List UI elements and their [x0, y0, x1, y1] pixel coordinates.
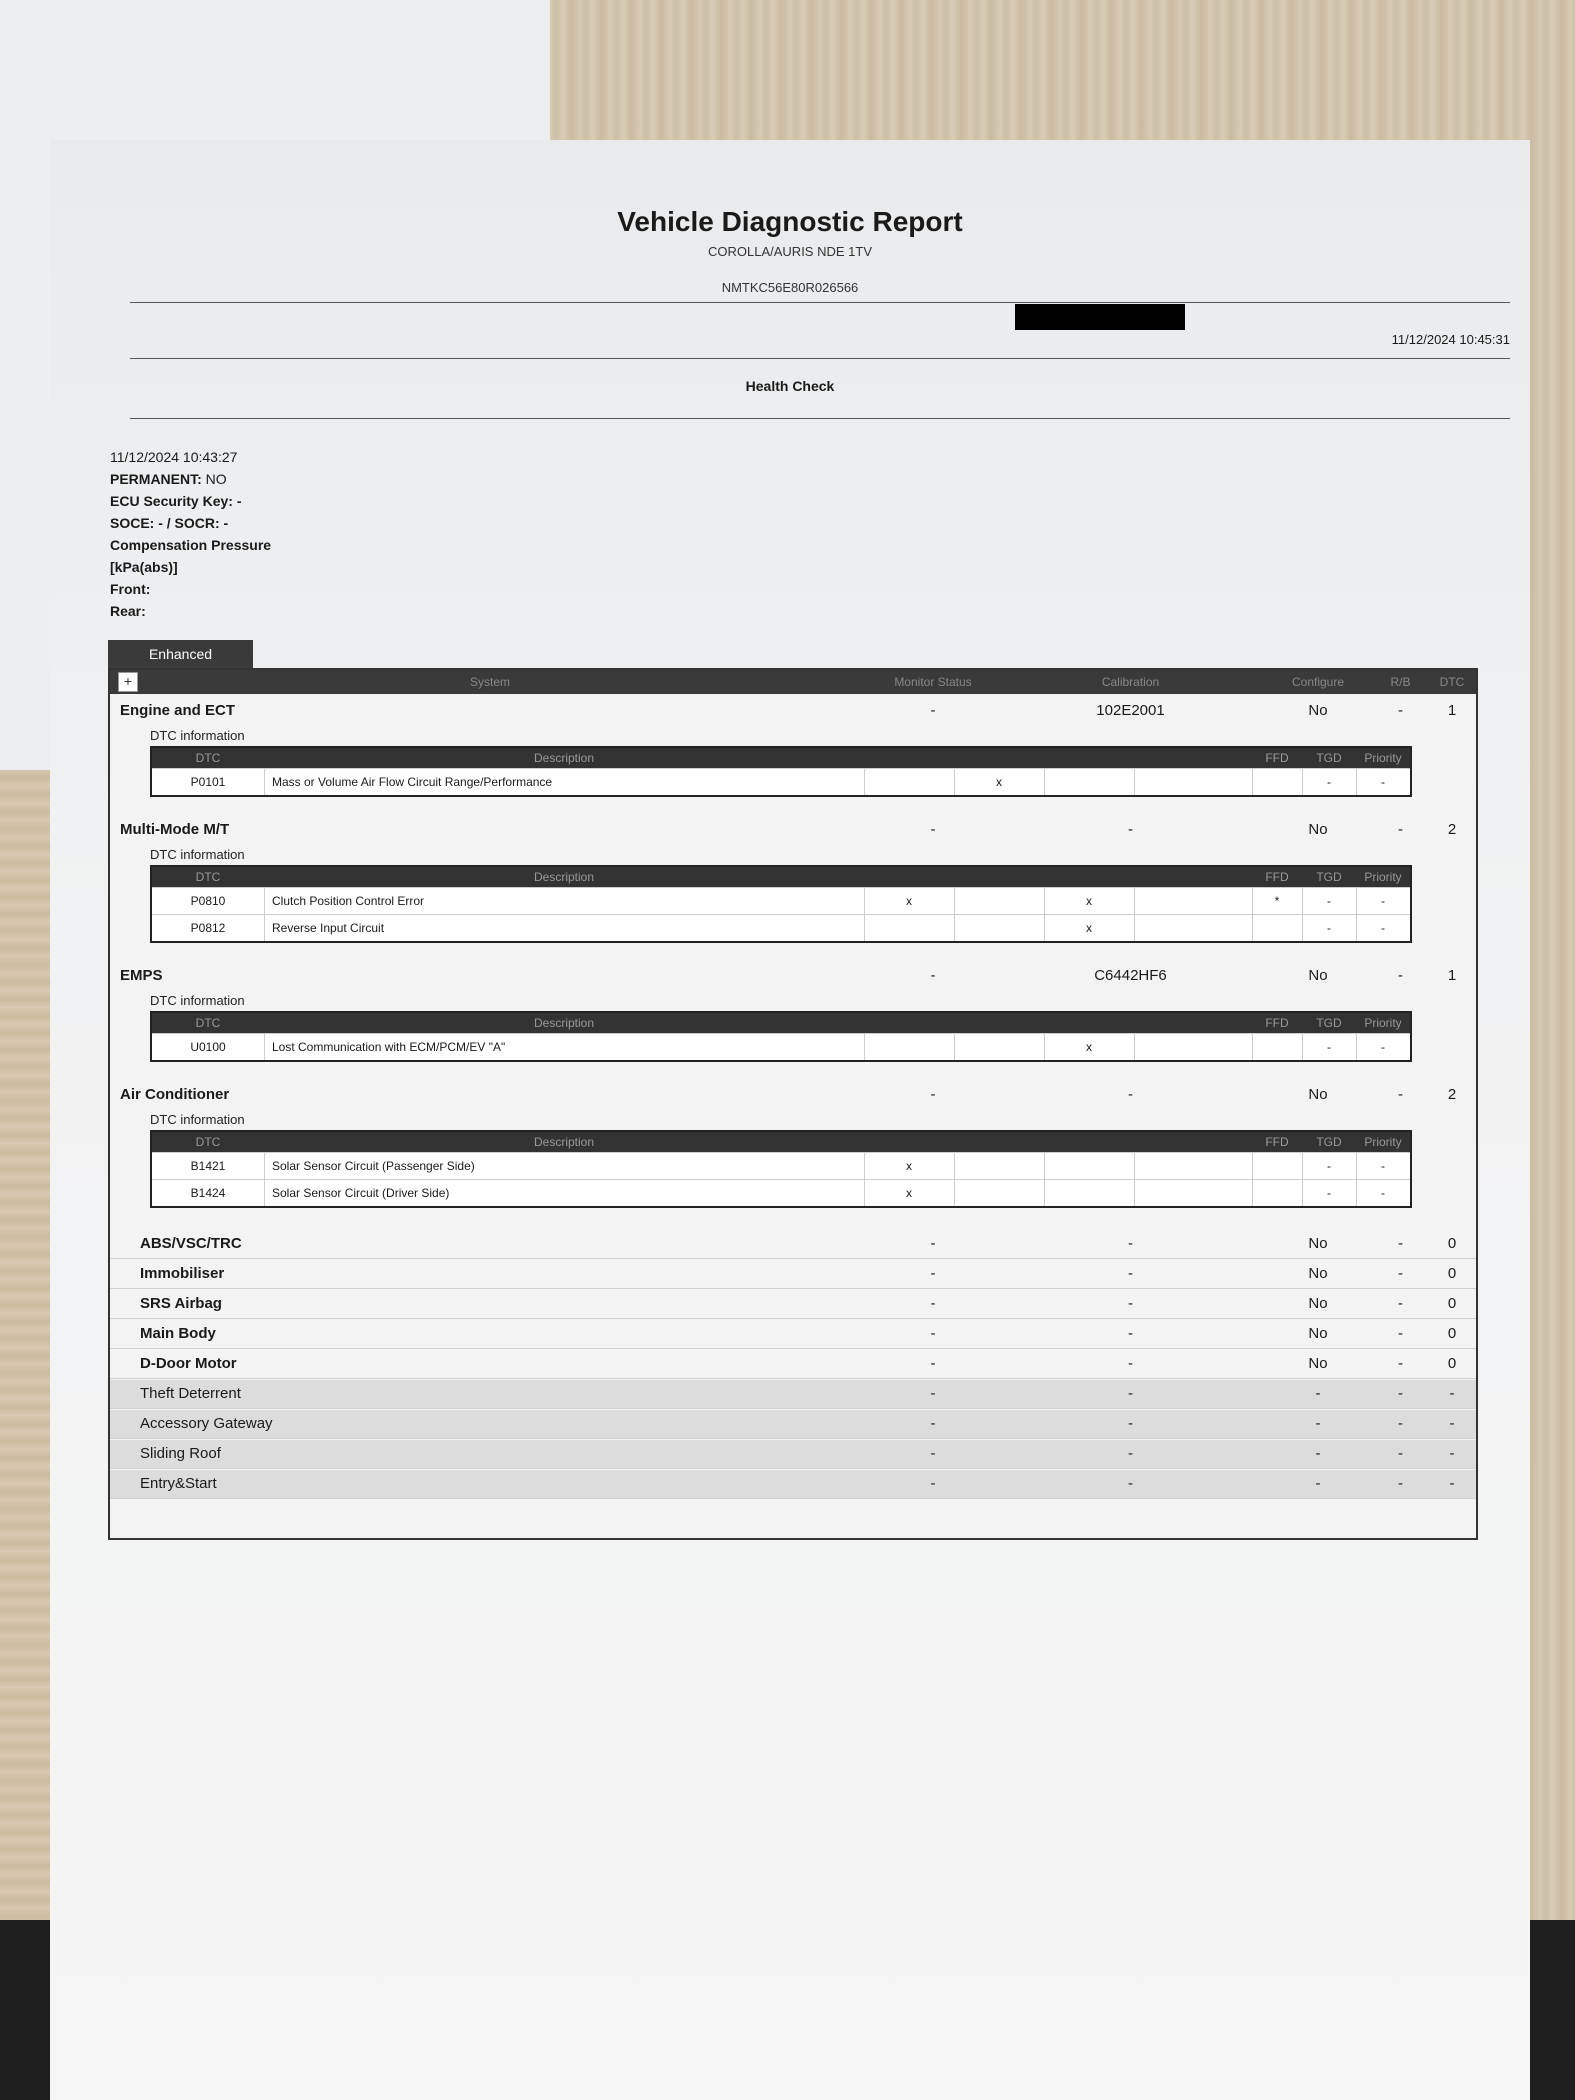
info-comp-pressure: Compensation Pressure: [110, 537, 272, 553]
system-calibration: C6442HF6: [1094, 967, 1167, 984]
dtc-header-code: DTC: [195, 870, 221, 884]
system-dtc: 0: [1447, 1355, 1457, 1372]
system-dtc: 1: [1447, 967, 1457, 984]
column-divider: [954, 1034, 955, 1060]
column-divider: [864, 915, 865, 941]
system-calibration: -: [1128, 1265, 1133, 1282]
dtc-description: Reverse Input Circuit: [272, 921, 385, 935]
tab-enhanced[interactable]: Enhanced: [108, 640, 253, 668]
dtc-tgd: -: [1327, 775, 1331, 789]
dtc-flag: x: [906, 1186, 912, 1200]
system-name: Sliding Roof: [140, 1445, 221, 1462]
dtc-header-description: Description: [533, 870, 595, 884]
dtc-flag: x: [906, 1159, 912, 1173]
system-configure: No: [1308, 967, 1328, 984]
dtc-code: P0812: [190, 921, 226, 935]
system-name: Entry&Start: [140, 1475, 217, 1492]
system-section-row[interactable]: [110, 961, 1476, 991]
header-dtc: DTC: [1439, 675, 1465, 689]
system-monitor: -: [930, 702, 936, 719]
dtc-info-label: DTC information: [150, 1112, 245, 1127]
dtc-tgd: -: [1327, 894, 1331, 908]
system-monitor: -: [930, 1355, 936, 1372]
header-calibration: Calibration: [1101, 675, 1160, 689]
system-row[interactable]: [110, 1260, 1476, 1289]
system-section-row[interactable]: [110, 815, 1476, 845]
system-name: Engine and ECT: [120, 702, 236, 719]
dtc-header-tgd: TGD: [1316, 751, 1342, 765]
system-dtc: 0: [1447, 1235, 1457, 1252]
column-divider: [264, 1153, 265, 1179]
vehicle-model: COROLLA/AURIS NDE 1TV: [708, 244, 872, 259]
column-divider: [1044, 1180, 1045, 1206]
column-divider: [264, 915, 265, 941]
dtc-row[interactable]: [152, 914, 1410, 941]
dtc-description: Solar Sensor Circuit (Passenger Side): [272, 1159, 475, 1173]
dtc-description: Lost Communication with ECM/PCM/EV "A": [272, 1040, 506, 1054]
system-configure: No: [1308, 1235, 1328, 1252]
column-divider: [264, 769, 265, 795]
dtc-description: Clutch Position Control Error: [272, 894, 425, 908]
system-name: Accessory Gateway: [140, 1415, 273, 1432]
dtc-table-header: [152, 867, 1410, 887]
system-monitor: -: [930, 1325, 936, 1342]
dtc-priority: -: [1381, 1159, 1385, 1173]
dtc-table-header: [152, 748, 1410, 768]
system-row[interactable]: [110, 1230, 1476, 1259]
info-comp-unit: [kPa(abs)]: [110, 559, 178, 575]
dtc-flag: x: [1086, 921, 1092, 935]
system-configure: No: [1308, 821, 1328, 838]
dtc-header-code: DTC: [195, 1016, 221, 1030]
dtc-header-code: DTC: [195, 751, 221, 765]
dtc-priority: -: [1381, 894, 1385, 908]
system-monitor: -: [930, 1415, 936, 1432]
report-timestamp: 11/12/2024 10:45:31: [1391, 332, 1510, 347]
column-divider: [954, 888, 955, 914]
dtc-table: [150, 1011, 1412, 1062]
info-rear: Rear:: [110, 603, 146, 619]
system-rb: -: [1398, 1086, 1403, 1103]
dtc-row[interactable]: [152, 1033, 1410, 1060]
dtc-tgd: -: [1327, 1186, 1331, 1200]
dtc-code: P0810: [190, 894, 226, 908]
column-divider: [954, 1180, 955, 1206]
header-configure: Configure: [1291, 675, 1345, 689]
dtc-header-ffd: FFD: [1265, 1016, 1289, 1030]
column-divider: [1252, 769, 1253, 795]
dtc-header-code: DTC: [195, 1135, 221, 1149]
system-configure: No: [1308, 702, 1328, 719]
dtc-header-description: Description: [533, 1135, 595, 1149]
system-calibration: -: [1128, 821, 1133, 838]
system-name: Multi-Mode M/T: [120, 821, 230, 838]
redaction-bar: [1015, 304, 1185, 330]
system-name: Theft Deterrent: [140, 1385, 241, 1402]
system-rb: -: [1398, 1235, 1403, 1252]
dtc-row[interactable]: [152, 1179, 1410, 1206]
system-name: Main Body: [140, 1325, 216, 1342]
dtc-tgd: -: [1327, 1040, 1331, 1054]
system-row[interactable]: [110, 1470, 1476, 1499]
dtc-code: B1421: [190, 1159, 226, 1173]
info-permanent: PERMANENT: NO: [110, 471, 227, 487]
dtc-info-label: DTC information: [150, 993, 245, 1008]
column-divider: [1134, 888, 1135, 914]
header-monitor: Monitor Status: [894, 675, 972, 689]
dtc-header-tgd: TGD: [1316, 870, 1342, 884]
system-configure: No: [1308, 1325, 1328, 1342]
system-name: Air Conditioner: [120, 1086, 230, 1103]
system-dtc: 2: [1447, 1086, 1457, 1103]
system-section-row[interactable]: [110, 1080, 1476, 1110]
dtc-description: Solar Sensor Circuit (Driver Side): [272, 1186, 450, 1200]
dtc-priority: -: [1381, 1040, 1385, 1054]
dtc-info-label: DTC information: [150, 728, 245, 743]
system-configure: -: [1315, 1385, 1321, 1402]
dtc-header-priority: Priority: [1364, 751, 1402, 765]
system-calibration: -: [1128, 1385, 1133, 1402]
dtc-header-tgd: TGD: [1316, 1135, 1342, 1149]
table-header: [110, 670, 1476, 694]
system-calibration: -: [1128, 1235, 1133, 1252]
dtc-header-priority: Priority: [1364, 1016, 1402, 1030]
info-ecu-key: ECU Security Key: -: [110, 493, 242, 509]
dtc-ffd: *: [1274, 894, 1280, 908]
dtc-flag: x: [1086, 1040, 1092, 1054]
system-rb: -: [1398, 967, 1403, 984]
column-divider: [1252, 1153, 1253, 1179]
system-configure: No: [1308, 1295, 1328, 1312]
dtc-tgd: -: [1327, 921, 1331, 935]
column-divider: [264, 1180, 265, 1206]
system-monitor: -: [930, 1265, 936, 1282]
divider: [130, 302, 1510, 303]
header-rb: R/B: [1390, 675, 1411, 689]
divider: [130, 358, 1510, 359]
system-row[interactable]: [110, 1320, 1476, 1349]
system-monitor: -: [930, 1295, 936, 1312]
system-configure: No: [1308, 1355, 1328, 1372]
system-row[interactable]: [110, 1380, 1476, 1409]
dtc-info-label: DTC information: [150, 847, 245, 862]
system-rb: -: [1398, 1445, 1403, 1462]
dtc-row[interactable]: [152, 1152, 1410, 1179]
dtc-table: [150, 865, 1412, 943]
system-dtc: 0: [1447, 1325, 1457, 1342]
system-configure: -: [1315, 1475, 1321, 1492]
system-row[interactable]: [110, 1350, 1476, 1379]
system-calibration: -: [1128, 1445, 1133, 1462]
column-divider: [864, 1034, 865, 1060]
dtc-flag: x: [996, 775, 1002, 789]
report-title: Vehicle Diagnostic Report: [617, 206, 963, 237]
system-rb: -: [1398, 1415, 1403, 1432]
system-row[interactable]: [110, 1440, 1476, 1469]
system-monitor: -: [930, 1086, 936, 1103]
dtc-table: [150, 746, 1412, 797]
system-calibration: -: [1128, 1295, 1133, 1312]
system-rb: -: [1398, 1295, 1403, 1312]
dtc-priority: -: [1381, 1186, 1385, 1200]
dtc-header-description: Description: [533, 1016, 595, 1030]
system-dtc: -: [1449, 1385, 1455, 1402]
expand-all-button[interactable]: +: [118, 672, 138, 692]
system-rb: -: [1398, 1355, 1403, 1372]
column-divider: [1044, 1153, 1045, 1179]
system-configure: -: [1315, 1445, 1321, 1462]
dtc-tgd: -: [1327, 1159, 1331, 1173]
dtc-row[interactable]: [152, 768, 1410, 795]
system-dtc: 2: [1447, 821, 1457, 838]
column-divider: [1134, 915, 1135, 941]
column-divider: [864, 769, 865, 795]
system-monitor: -: [930, 1475, 936, 1492]
info-soce: SOCE: - / SOCR: -: [110, 515, 229, 531]
system-row[interactable]: [110, 1410, 1476, 1439]
system-row[interactable]: [110, 1290, 1476, 1319]
dtc-code: U0100: [190, 1040, 226, 1054]
system-rb: -: [1398, 821, 1403, 838]
dtc-code: P0101: [190, 775, 226, 789]
dtc-table-header: [152, 1132, 1410, 1152]
column-divider: [1252, 1034, 1253, 1060]
system-configure: -: [1315, 1415, 1321, 1432]
system-name: Immobiliser: [140, 1265, 225, 1282]
system-calibration: -: [1128, 1415, 1133, 1432]
dtc-priority: -: [1381, 921, 1385, 935]
dtc-flag: x: [1086, 894, 1092, 908]
dtc-header-priority: Priority: [1364, 1135, 1402, 1149]
column-divider: [1044, 769, 1045, 795]
column-divider: [1134, 1153, 1135, 1179]
system-dtc: -: [1449, 1415, 1455, 1432]
column-divider: [954, 915, 955, 941]
system-section-row[interactable]: [110, 696, 1476, 726]
column-divider: [264, 1034, 265, 1060]
column-divider: [264, 888, 265, 914]
dtc-code: B1424: [190, 1186, 226, 1200]
info-front: Front:: [110, 581, 151, 597]
system-calibration: -: [1128, 1355, 1133, 1372]
dtc-header-tgd: TGD: [1316, 1016, 1342, 1030]
dtc-header-ffd: FFD: [1265, 870, 1289, 884]
column-divider: [1134, 769, 1135, 795]
system-monitor: -: [930, 1445, 936, 1462]
system-configure: No: [1308, 1265, 1328, 1282]
header-system: System: [469, 675, 510, 689]
health-check-info: [110, 446, 271, 622]
dtc-header-description: Description: [533, 751, 595, 765]
system-monitor: -: [930, 1235, 936, 1252]
system-table: [108, 668, 1478, 1540]
column-divider: [1252, 1180, 1253, 1206]
system-calibration: -: [1128, 1325, 1133, 1342]
system-monitor: -: [930, 967, 936, 984]
system-name: SRS Airbag: [140, 1295, 222, 1312]
system-calibration: -: [1128, 1475, 1133, 1492]
system-dtc: 0: [1447, 1265, 1457, 1282]
system-monitor: -: [930, 1385, 936, 1402]
dtc-priority: -: [1381, 775, 1385, 789]
system-dtc: -: [1449, 1475, 1455, 1492]
vehicle-vin: NMTKC56E80R026566: [721, 280, 859, 295]
system-name: D-Door Motor: [140, 1355, 237, 1372]
system-rb: -: [1398, 1325, 1403, 1342]
dtc-header-ffd: FFD: [1265, 751, 1289, 765]
dtc-flag: x: [906, 894, 912, 908]
dtc-description: Mass or Volume Air Flow Circuit Range/Performance: [272, 775, 553, 789]
report-sheet: [50, 140, 1530, 2100]
divider: [130, 418, 1510, 419]
system-calibration: -: [1128, 1086, 1133, 1103]
dtc-header-ffd: FFD: [1265, 1135, 1289, 1149]
system-calibration: 102E2001: [1096, 702, 1165, 719]
system-rb: -: [1398, 1265, 1403, 1282]
system-dtc: 0: [1447, 1295, 1457, 1312]
section-title: Health Check: [745, 378, 835, 394]
column-divider: [954, 1153, 955, 1179]
system-name: EMPS: [120, 967, 163, 984]
info-timestamp: 11/12/2024 10:43:27: [110, 449, 238, 465]
system-configure: No: [1308, 1086, 1328, 1103]
system-monitor: -: [930, 821, 936, 838]
dtc-row[interactable]: [152, 887, 1410, 914]
system-name: ABS/VSC/TRC: [140, 1235, 242, 1252]
column-divider: [1134, 1180, 1135, 1206]
system-rb: -: [1398, 1475, 1403, 1492]
dtc-table-header: [152, 1013, 1410, 1033]
dtc-header-priority: Priority: [1364, 870, 1402, 884]
system-rb: -: [1398, 1385, 1403, 1402]
system-dtc: -: [1449, 1445, 1455, 1462]
system-dtc: 1: [1447, 702, 1457, 719]
column-divider: [1134, 1034, 1135, 1060]
dtc-table: [150, 1130, 1412, 1208]
column-divider: [1252, 915, 1253, 941]
system-rb: -: [1398, 702, 1403, 719]
